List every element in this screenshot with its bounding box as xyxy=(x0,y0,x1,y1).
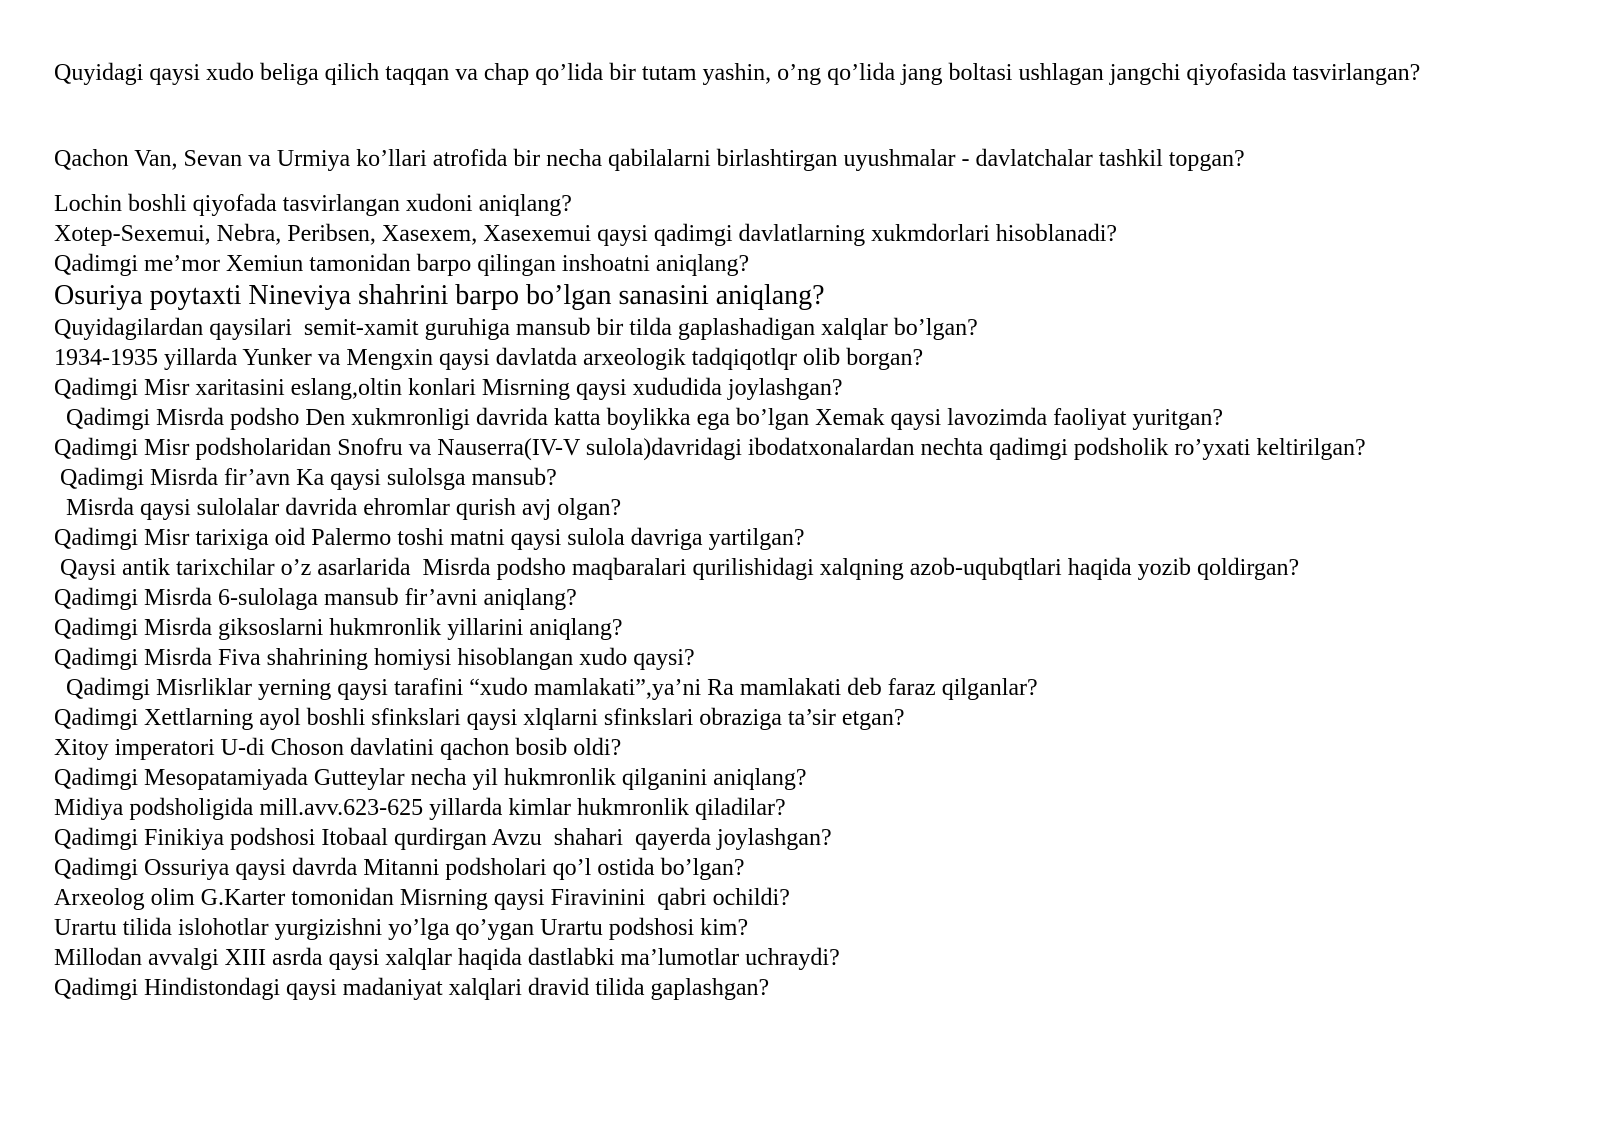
question-9: Qadimgi Misr xaritasini eslang,oltin konlari Misrning qaysi xududida joylashgan? xyxy=(54,375,843,401)
question-20: Qadimgi Xettlarning ayol boshli sfinkslari qaysi xlqlarni sfinkslari obraziga ta’sir etgan? xyxy=(54,705,905,731)
question-2: Qachon Van, Sevan va Urmiya ko’llari atrofida bir necha qabilalarni birlashtirgan uyushmalar - davlatchalar tashkil topgan? xyxy=(54,146,1245,172)
question-24: Qadimgi Finikiya podshosi Itobaal qurdirgan Avzu shahari qayerda joylashgan? xyxy=(54,825,832,851)
question-26: Arxeolog olim G.Karter tomonidan Misrning qaysi Firavinini qabri ochildi? xyxy=(54,885,790,911)
question-28: Millodan avvalgi XIII asrda qaysi xalqlar haqida dastlabki ma’lumotlar uchraydi? xyxy=(54,945,840,971)
question-11: Qadimgi Misr podsholaridan Snofru va Nauserra(IV-V sulola)davridagi ibodatxonalardan nechta qadimgi podsholik ro’yxati keltirilgan? xyxy=(54,435,1366,461)
question-22: Qadimgi Mesopatamiyada Gutteylar necha yil hukmronlik qilganini aniqlang? xyxy=(54,765,807,791)
question-16: Qadimgi Misrda 6-sulolaga mansub fir’avni aniqlang? xyxy=(54,585,577,611)
question-8: 1934-1935 yillarda Yunker va Mengxin qaysi davlatda arxeologik tadqiqotlqr olib borgan? xyxy=(54,345,924,371)
question-18: Qadimgi Misrda Fiva shahrining homiysi hisoblangan xudo qaysi? xyxy=(54,645,695,671)
question-5: Qadimgi me’mor Xemiun tamonidan barpo qilingan inshoatni aniqlang? xyxy=(54,251,750,277)
question-12: Qadimgi Misrda fir’avn Ka qaysi sulolsga mansub? xyxy=(54,465,557,491)
question-23: Midiya podsholigida mill.avv.623-625 yillarda kimlar hukmronlik qiladilar? xyxy=(54,795,786,821)
question-6: Osuriya poytaxti Nineviya shahrini barpo bo’lgan sanasini aniqlang? xyxy=(54,280,825,311)
question-29: Qadimgi Hindistondagi qaysi madaniyat xalqlari dravid tilida gaplashgan? xyxy=(54,975,770,1001)
question-27: Urartu tilida islohotlar yurgizishni yo’lga qo’ygan Urartu podshosi kim? xyxy=(54,915,749,941)
question-14: Qadimgi Misr tarixiga oid Palermo toshi matni qaysi sulola davriga yartilgan? xyxy=(54,525,805,551)
question-1: Quyidagi qaysi xudo beliga qilich taqqan va chap qo’lida bir tutam yashin, o’ng qo’lida jang boltasi ushlagan jangchi qiyofasida tasvirlangan? xyxy=(54,60,1421,86)
question-19: Qadimgi Misrliklar yerning qaysi tarafini “xudo mamlakati”,ya’ni Ra mamlakati deb faraz qilganlar? xyxy=(54,675,1038,701)
question-10: Qadimgi Misrda podsho Den xukmronligi davrida katta boylikka ega bo’lgan Xemak qaysi lavozimda faoliyat yuritgan? xyxy=(54,405,1224,431)
question-7: Quyidagilardan qaysilari semit-xamit guruhiga mansub bir tilda gaplashadigan xalqlar bo’lgan? xyxy=(54,315,978,341)
question-17: Qadimgi Misrda giksoslarni hukmronlik yillarini aniqlang? xyxy=(54,615,623,641)
question-25: Qadimgi Ossuriya qaysi davrda Mitanni podsholari qo’l ostida bo’lgan? xyxy=(54,855,745,881)
question-3: Lochin boshli qiyofada tasvirlangan xudoni aniqlang? xyxy=(54,191,572,217)
question-21: Xitoy imperatori U-di Choson davlatini qachon bosib oldi? xyxy=(54,735,622,761)
question-15: Qaysi antik tarixchilar o’z asarlarida Misrda podsho maqbaralari qurilishidagi xalqning azob-uqubqtlari haqida yozib qoldirgan? xyxy=(54,555,1300,581)
question-4: Xotep-Sexemui, Nebra, Peribsen, Xasexem, Xasexemui qaysi qadimgi davlatlarning xukmdorlari hisoblanadi? xyxy=(54,221,1118,247)
question-13: Misrda qaysi sulolalar davrida ehromlar qurish avj olgan? xyxy=(54,495,622,521)
